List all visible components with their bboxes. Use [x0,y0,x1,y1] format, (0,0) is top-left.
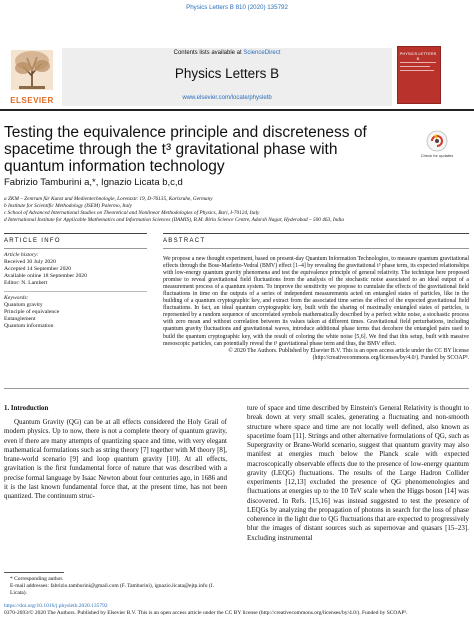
footnote-rule [4,572,64,573]
license-statement: 0370-2693/© 2020 The Authors. Published by Elsevier B.V. This is an open access article under the CC BY license (http://creativecommons.org/licenses/by/4.0/). Funded by SCOAP³. [4,610,408,616]
article-title: Testing the equivalence principle and discreteness of spacetime through the t³ gravitational phase with quantum information technology [4,124,367,175]
article-info-rule [4,233,147,234]
keywords-rule [4,291,147,292]
keyword-item: Entanglement [4,316,36,322]
affiliation-b: b Institute for Scientific Methodology (ISEM) Palermo, Italy [4,203,132,209]
article-info-heading: ARTICLE INFO [4,238,61,244]
keyword-item: Quantum gravity [4,302,43,308]
intro-right-column: ture of space and time described by Einstein's General Relativity is thought to break down at very small scales, generating a fluctuating and non-smooth structure where space and time are not locally well defined, also known as spacetime foam [11]. Strings and other alternative formulations of QG, such as Supergravity or Brane-World scenario, suggest that quantum gravity may also manifest at energies much below the Planck scale with expected macroscopically observable effects due to the presence of low-energy quantum gravity (LEQG) fluctuations. The results of the Large Hadron Collider experiments [12,13] excluded the presence of QG phenomenologies and fluctuations at energies up to the 10 TeV scale when the Higgs boson [14] was discovered. In Refs. [15,16] was instead suggested to test the presence of LEQGs by analyzing the propagation of photons in search for the loss of phase coherence in the light due to QG fluctuations that are expected to progressively blur the images of distant sources such as supernovae and quasars [15–23]. Excluding instrumental [247,404,469,542]
abstract-text: We propose a new thought experiment, based on present-day Quantum Information Technologies, to measure quantum gravitational effects through the Bose-Marletto-Vedral (BMV) effect [1–4] by revealing the gravitational t³ phase term, its expected relationships with low-energy quantum gravity phenomena and test the equivalence principle of general relativity. The technique here proposed promise to reveal gravitational field fluctuations from the analysis of the stochastic noise associated to an ideal output of a measurement process of a quantum system. To improve the sensitivity we propose to cumulate the effects of the gravitational field fluctuations in time on the outputs of a series of independent measurements acted on entangled states of particles, like in the building of a quantum cryptographic key, and extract from the associated time series the effect of the expected gravitational field fluctuations. In fact, an ideal quantum cryptographic key, built with the sharing of maximally entangled states of particles, is represented by a random sequence of uncorrelated symbols mathematically described by a perfect white noise, a stochastic process with zero mean and without correlation between its values taken at different times. Gravitational field perturbations, including quantum gravity fluctuations and gravitational waves, introduce additional phase terms that decohere the entangled pairs used to build the quantum cryptographic key, with the result of coloring the white noise [5,6]. We find that this setup, built with massive mesoscopic particles, can potentially reveal the t³ gravitational phase term and thus, the BMV effect. [163,256,470,347]
keyword-item: Quantum information [4,323,54,329]
abstract-heading: ABSTRACT [163,238,206,244]
history-editor: Editor: N. Lambert [4,280,48,286]
elsevier-wordmark: ELSEVIER [10,96,54,105]
sciencedirect-link[interactable]: ScienceDirect [243,50,281,56]
cover-decoration [400,70,434,71]
history-accepted: Accepted 14 September 2020 [4,266,72,272]
corresponding-author-note: * Corresponding author. [10,576,64,582]
affiliation-a: a ZKM – Zentrum für Kunst und Medientechnologie, Lorenzstr. 19, D-76135, Karlsruhe, Germany [4,196,213,202]
abstract-subrule [163,248,469,249]
check-for-updates-icon[interactable] [426,130,448,152]
journal-name: Physics Letters B [174,66,280,81]
header-divider [0,109,474,111]
abstract-end-rule [4,388,469,389]
affiliation-c: c School of Advanced International Studies on Theoretical and Nonlinear Methodologies of Physics, Bari, I-70124, Italy [4,210,260,216]
author-list[interactable]: Fabrizio Tamburini a,*, Ignazio Licata b,c,d [4,177,183,188]
affiliation-d: d International Institute for Applicable Mathematics and Information Sciences (IIAMIS), B.M. Birla Science Centre, Adarsh Nagar, Hyderabad – 500 463, India [4,217,345,223]
journal-homepage-link[interactable]: www.elsevier.com/locate/physletb [182,95,272,101]
section-heading: 1. Introduction [4,405,49,412]
keywords-label: Keywords: [4,295,29,301]
history-received: Received 30 July 2020 [4,259,56,265]
running-title[interactable]: Physics Letters B 810 (2020) 135792 [186,4,288,11]
history-online: Available online 18 September 2020 [4,273,87,279]
check-for-updates-label[interactable]: Check for updates [420,153,454,158]
cover-decoration [400,66,430,67]
abstract-copyright: © 2020 The Authors. Published by Elsevier B.V. This is an open access article under the CC BY license (http://creativecommons.org/licenses/by/4.0/). Funded by SCOAP³. [228,347,469,361]
cover-decoration [400,62,436,63]
abstract-rule [163,233,469,234]
history-label: Article history: [4,252,39,258]
doi-link[interactable]: https://doi.org/10.1016/j.physletb.2020.135792 [4,603,108,609]
contents-line [62,50,392,56]
keyword-item: Principle of equivalence [4,309,60,315]
abstract-body [163,256,469,362]
contents-prefix: Contents lists available at [173,50,244,56]
email-addresses[interactable]: E-mail addresses: fabrizio.tamburini@gmail.com (F. Tamburini), ignazio.licata@ejtp.info (I. Licata). [10,583,214,596]
article-info-subrule [4,248,147,249]
intro-left-column: Quantum Gravity (QG) can be at all effects considered the Holy Grail of modern physics. Up to now, there is not a complete theory of quantum gravity, even if there are many attempts of quantizing space and time, with very elegant mathematical formulations such as string theory [7] together with M theory [8], brane-world scenario [9] and loop quantum gravity [10]. At all effects, gravitation is the first fundamental force of nature that was described with a precise formal language by Isaac Newton about four centuries ago, in 1686 and it is the last known fundamental force that, at the present time, has not been quantized. The continuum struc- [4,418,227,500]
cover-title: PHYSICS LETTERS B [399,51,437,61]
